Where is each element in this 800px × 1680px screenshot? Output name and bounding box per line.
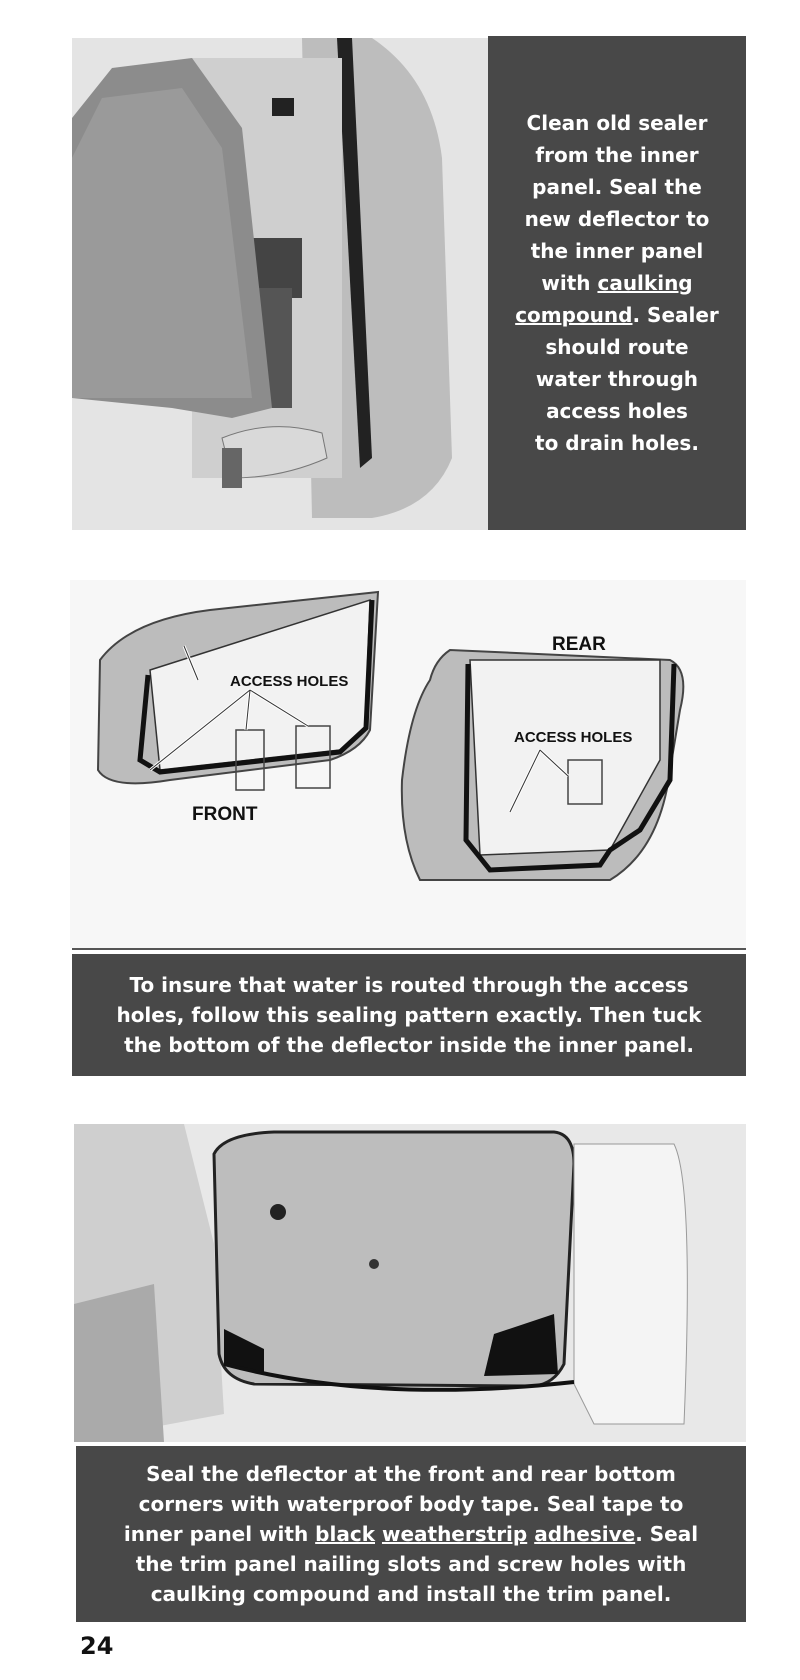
middle-caption: To insure that water is routed through the access holes, follow this sealing pattern exactly. Then tuck the bottom of the deflector inside the inner panel. — [116, 973, 702, 1057]
front-access-holes-label: ACCESS HOLES — [230, 673, 349, 690]
rear-door-diagram — [402, 650, 684, 880]
front-label: FRONT — [192, 804, 258, 825]
rear-label: REAR — [552, 634, 606, 655]
door-panel-illustration — [72, 38, 490, 530]
page-number: 24 — [80, 1632, 114, 1660]
bottom-photo-sealed-deflector — [74, 1124, 746, 1442]
middle-caption-box — [72, 954, 746, 1076]
bottom-caption-box — [76, 1446, 746, 1622]
sealing-pattern-diagram — [70, 580, 746, 948]
underlined-black: black — [315, 1522, 375, 1546]
underlined-caulking: caulking — [597, 271, 693, 295]
top-caption: Clean old sealer from the inner panel. Seal the new deflector to the inner panel with caulking compound. Sealer should route water through access holes to drain holes. — [515, 111, 719, 455]
bottom-caption: Seal the deflector at the front and rear bottom corners with waterproof body tape. Seal tape to inner panel with black weatherstrip adhesive. Seal the trim panel nailing slots and screw holes with caulking compound and install the trim panel. — [123, 1462, 699, 1606]
underlined-compound: compound — [515, 303, 633, 327]
front-door-diagram — [98, 592, 378, 790]
door-diagrams — [70, 580, 746, 948]
rear-access-holes-label: ACCESS HOLES — [514, 729, 633, 746]
top-caption-box — [488, 36, 746, 530]
section-divider — [72, 948, 746, 950]
underlined-weatherstrip: weatherstrip — [381, 1522, 528, 1546]
top-photo-door-inner-panel — [72, 38, 490, 530]
sealed-door-illustration — [74, 1124, 746, 1442]
underlined-adhesive: adhesive — [534, 1522, 636, 1546]
